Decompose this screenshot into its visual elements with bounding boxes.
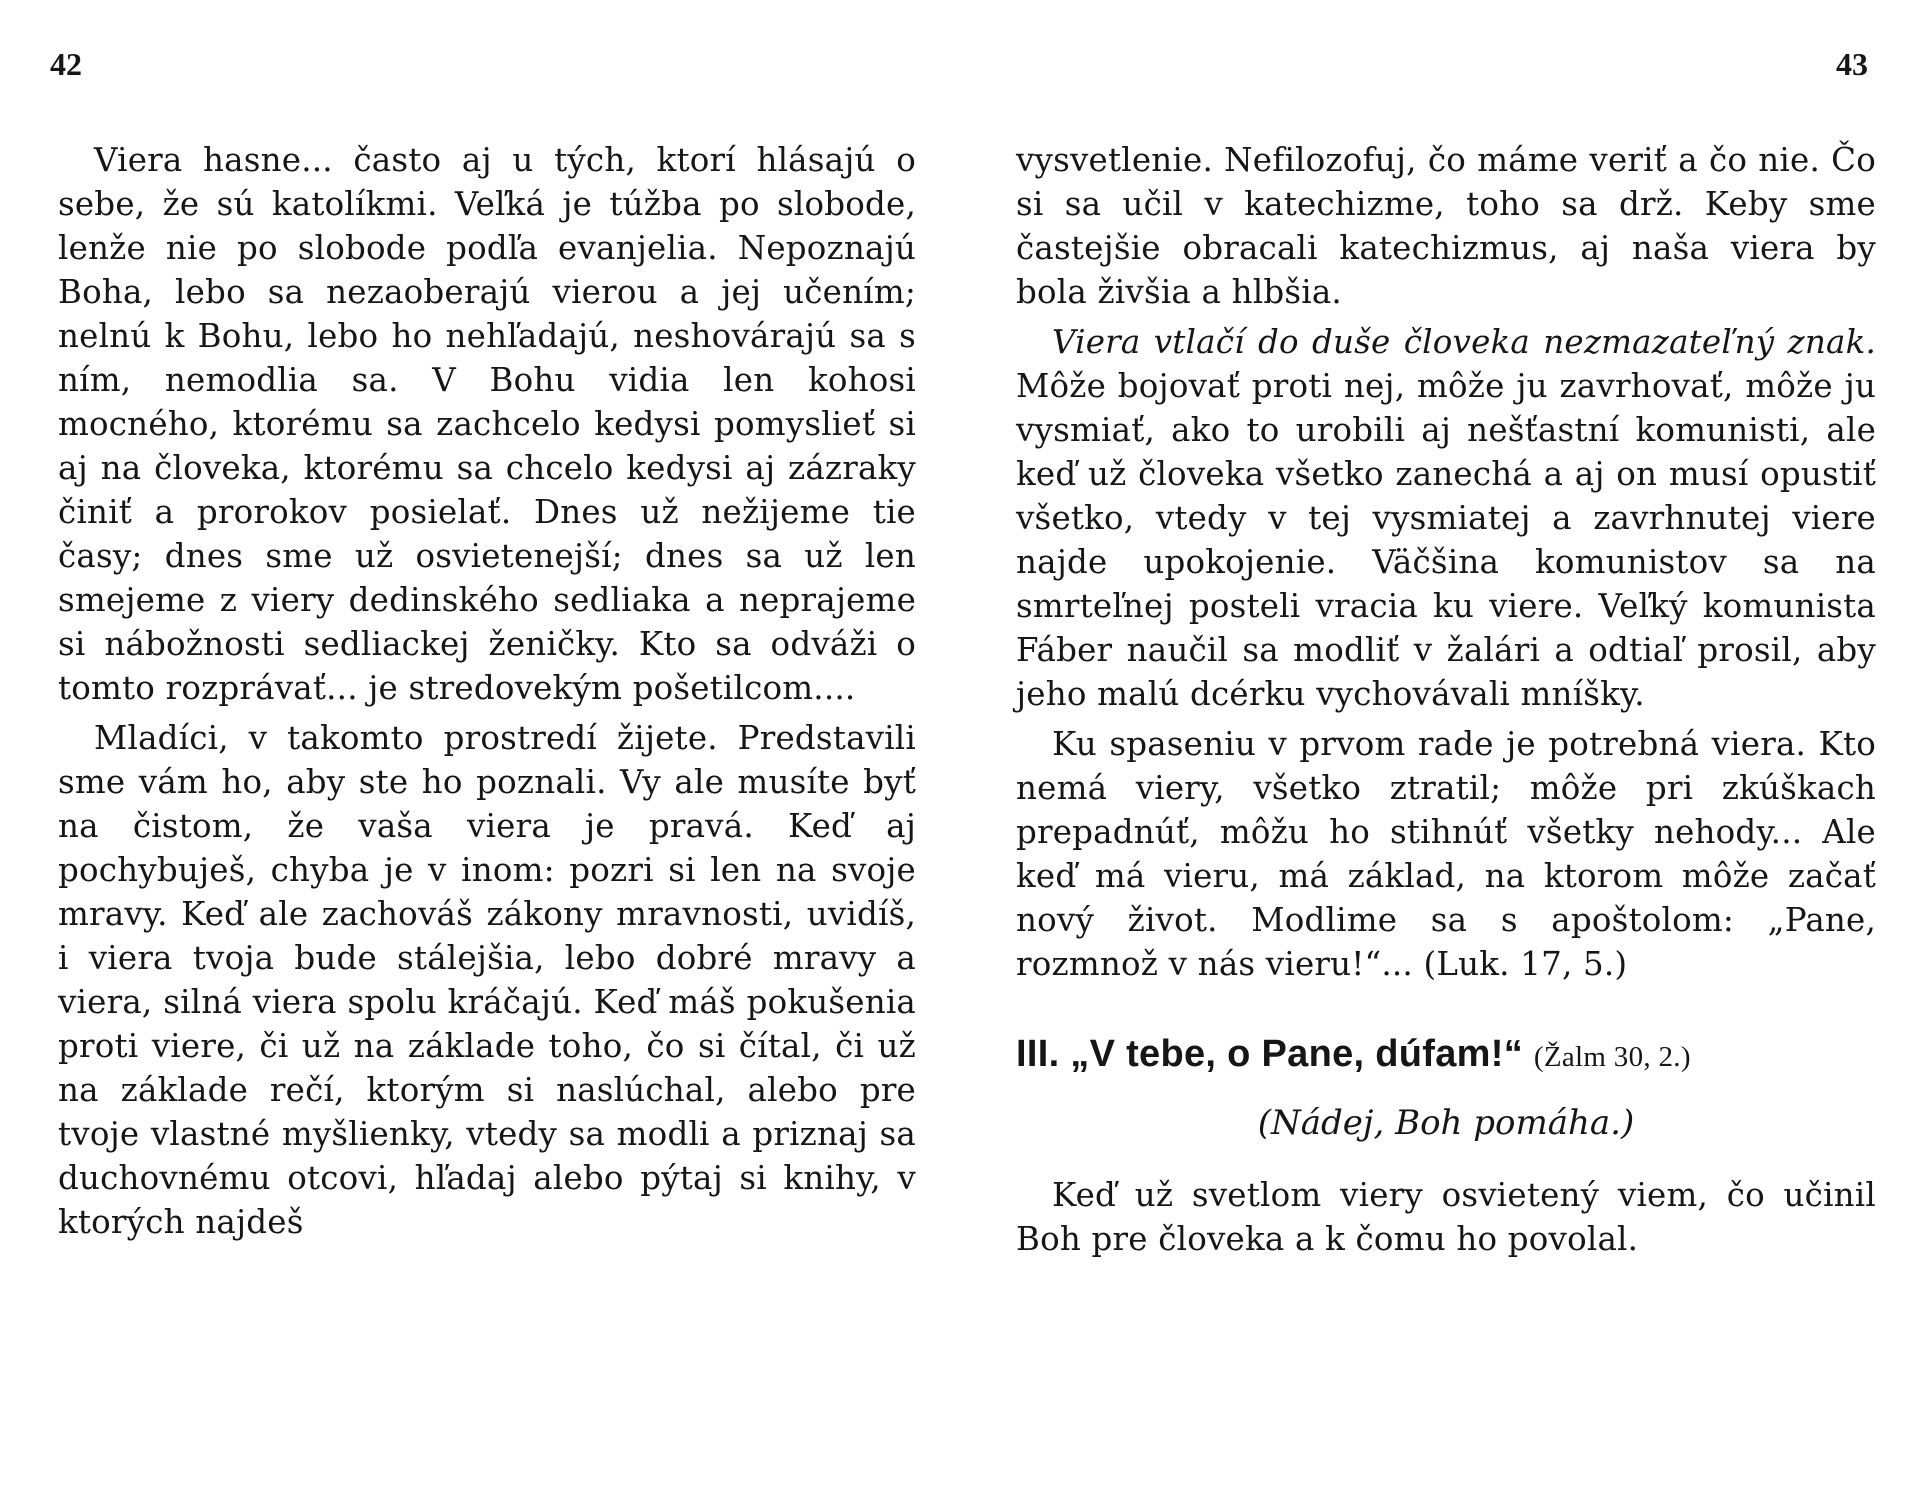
right-paragraph-1: vysvetlenie. Nefilozofuj, čo máme veriť a čo nie. Čo si sa učil v katechizme, toho sa drž. Keby sme častejšie obracali katechizmus, aj naša viera by bola živšia a hlbšia. xyxy=(1016,141,1876,311)
chapter-heading xyxy=(1016,1030,1876,1081)
page-number-right: 43 xyxy=(1836,46,1868,82)
right-paragraph-4: Keď už svetlom viery osvietený viem, čo učinil Boh pre človeka a k čomu ho povolal. xyxy=(1016,1176,1876,1258)
left-paragraph-2: Mladíci, v takomto prostredí žijete. Predstavili sme vám ho, aby ste ho poznali. Vy ale musíte byť na čistom, že vaša viera je pravá. Keď aj pochybuješ, chyba je v inom: pozri si len na svoje mravy. Keď ale zachováš zákony mravnosti, uvidíš, i viera tvoja bude stálejšia, lebo dobré mravy a viera, silná viera spolu kráčajú. Keď máš pokušenia proti viere, či už na základe toho, čo si čítal, či už na základe rečí, ktorým si naslúchal, alebo pre tvoje vlastné myšlienky, vtedy sa modli a priznaj sa duchovnému otcovi, hľadaj alebo pýtaj si knihy, v ktorých najdeš xyxy=(58,719,916,1241)
right-paragraph-3: Ku spaseniu v prvom rade je potrebná viera. Kto nemá viery, všetko ztratil; môže pri zkúškach prepadnúť, môžu ho stihnúť všetky nehody... Ale keď má vieru, má základ, na ktorom môže začať nový život. Modlime sa s apoštolom: „Pane, rozmnož v nás vieru!“... (Luk. 17, 5.) xyxy=(1016,725,1876,983)
right-page-text xyxy=(1016,138,1876,1261)
left-page-text xyxy=(58,138,916,1244)
right-paragraph-2 xyxy=(1016,320,1876,716)
chapter-subtitle: (Nádej, Boh pomáha.) xyxy=(1257,1103,1635,1143)
chapter-title: III. „V tebe, o Pane, dúfam!“ xyxy=(1016,1033,1524,1075)
paragraph-2-body: Môže bojovať proti nej, môže ju zavrhovať, môže ju vysmiať, ako to urobili aj nešťastní komunisti, ale keď už človeka všetko zanechá a aj on musí opustiť všetko, vtedy v tej vysmiatej a zavrhnutej viere najde upokojenie. Väčšina komunistov sa na smrteľnej posteli vracia ku viere. Veľký komunista Fáber naučil sa modliť v žalári a odtiaľ prosil, aby jeho malú dcérku vychovávali mníšky. xyxy=(1016,367,1876,713)
italic-lead-sentence: Viera vtlačí do duše človeka nezmazateľný znak. xyxy=(1052,323,1876,361)
left-paragraph-1: Viera hasne... často aj u tých, ktorí hlásajú o sebe, že sú katolíkmi. Veľká je túžba po slobode, lenže nie po slobode podľa evanjelia. Nepoznajú Boha, lebo sa nezaoberajú vierou a jej učením; nelnú k Bohu, lebo ho nehľadajú, neshovárajú sa s ním, nemodlia sa. V Bohu vidia len kohosi mocného, ktorému sa zachcelo kedysi pomyslieť si aj na človeka, ktorému sa chcelo kedysi aj zázraky činiť a prorokov posielať. Dnes už nežijeme tie časy; dnes sme už osvietenejší; dnes sa už len smejeme z viery dedinského sedliaka a neprajeme si nábožnosti sedliackej ženičky. Kto sa odváži o tomto rozprávať... je stredovekým pošetilcom.... xyxy=(58,141,916,707)
page-number-left: 42 xyxy=(50,46,82,82)
psalm-reference: (Žalm 30, 2.) xyxy=(1533,1041,1691,1073)
